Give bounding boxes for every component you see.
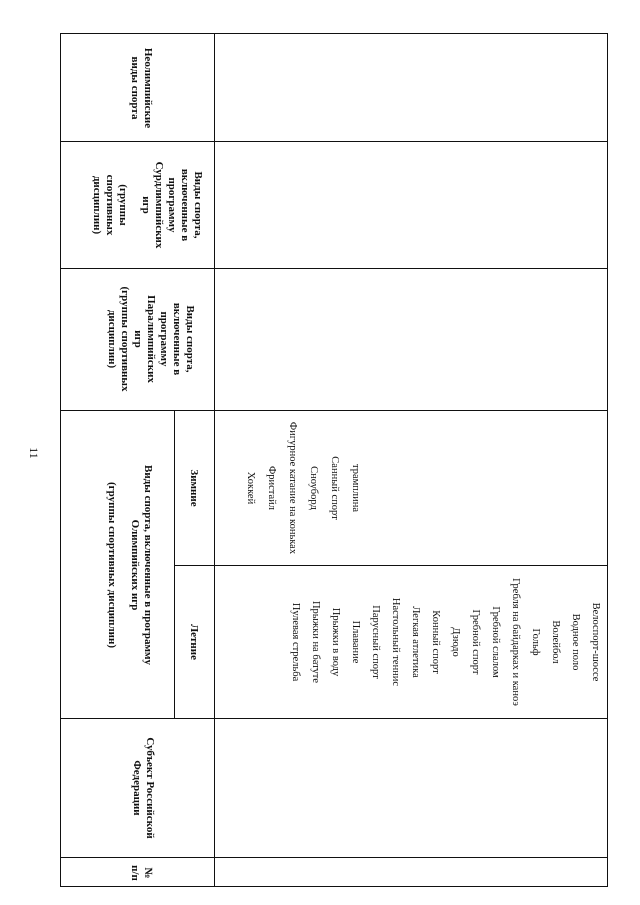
winter-sports-list: [222, 414, 362, 562]
sport-item: Настольный теннис: [390, 597, 401, 687]
row-divider-paralympic: [60, 410, 608, 411]
header-olympic: Виды спорта, включенные в программу Олимпийских игр (группы спортивных дисциплин): [106, 465, 154, 665]
page-number: 11: [27, 447, 41, 459]
sport-item: Волейбол: [550, 620, 561, 664]
header-divider-line: [214, 33, 215, 887]
sport-item: Пулевая стрельба: [290, 602, 301, 682]
sport-item: Гребной слалом: [490, 606, 501, 678]
sport-item: Гольф: [530, 628, 541, 656]
header-deaflympic: Виды спорта, включенные в программу Сурдлимпийских игр (группы спортивных дисциплин): [91, 161, 204, 249]
sport-item: Санный спорт: [329, 456, 340, 520]
row-divider-subject: [60, 857, 608, 858]
summer-sports-list: [222, 570, 602, 714]
sport-item: Гребля на байдарках и каноэ: [510, 578, 521, 706]
row-divider-summer-winter: [174, 565, 608, 566]
row-divider-nonolympic: [60, 141, 608, 142]
sport-item: Сноуборд: [308, 466, 319, 510]
sport-item: Конный спорт: [430, 610, 441, 674]
sport-item: Гребной спорт: [470, 609, 481, 675]
sport-item: Парусный спорт: [370, 605, 381, 679]
header-subject: Субъект Российской Федерации: [131, 737, 156, 839]
sport-item: Прыжки на батуте: [310, 600, 321, 684]
sport-item: Дзюдо: [450, 627, 461, 657]
row-divider-olympic: [60, 718, 608, 719]
sport-item: Велоспорт-шоссе: [590, 602, 601, 682]
header-summer: Летние: [188, 624, 200, 660]
header-paralympic: Виды спорта, включенные в программу Паралимпийских игр (группы спортивных дисциплин): [106, 286, 196, 392]
sport-item: Фристайл: [266, 465, 277, 511]
header-winter: Зимние: [188, 469, 200, 507]
season-divider-line: [174, 410, 175, 718]
sport-item: Легкая атлетика: [410, 606, 421, 678]
sport-item: Хоккей: [245, 471, 256, 505]
sport-item: Водное поло: [570, 613, 581, 671]
row-divider-deaflympic: [60, 268, 608, 269]
sport-item: Прыжки в воду: [330, 607, 341, 677]
header-number: № п/п: [129, 865, 154, 881]
header-nonolympic: Неолимпийские виды спорта: [129, 47, 154, 129]
sport-item: трамплина: [350, 463, 361, 513]
sport-item: Фигурное катание на коньках: [287, 421, 298, 555]
sport-item: Плавание: [350, 620, 361, 664]
